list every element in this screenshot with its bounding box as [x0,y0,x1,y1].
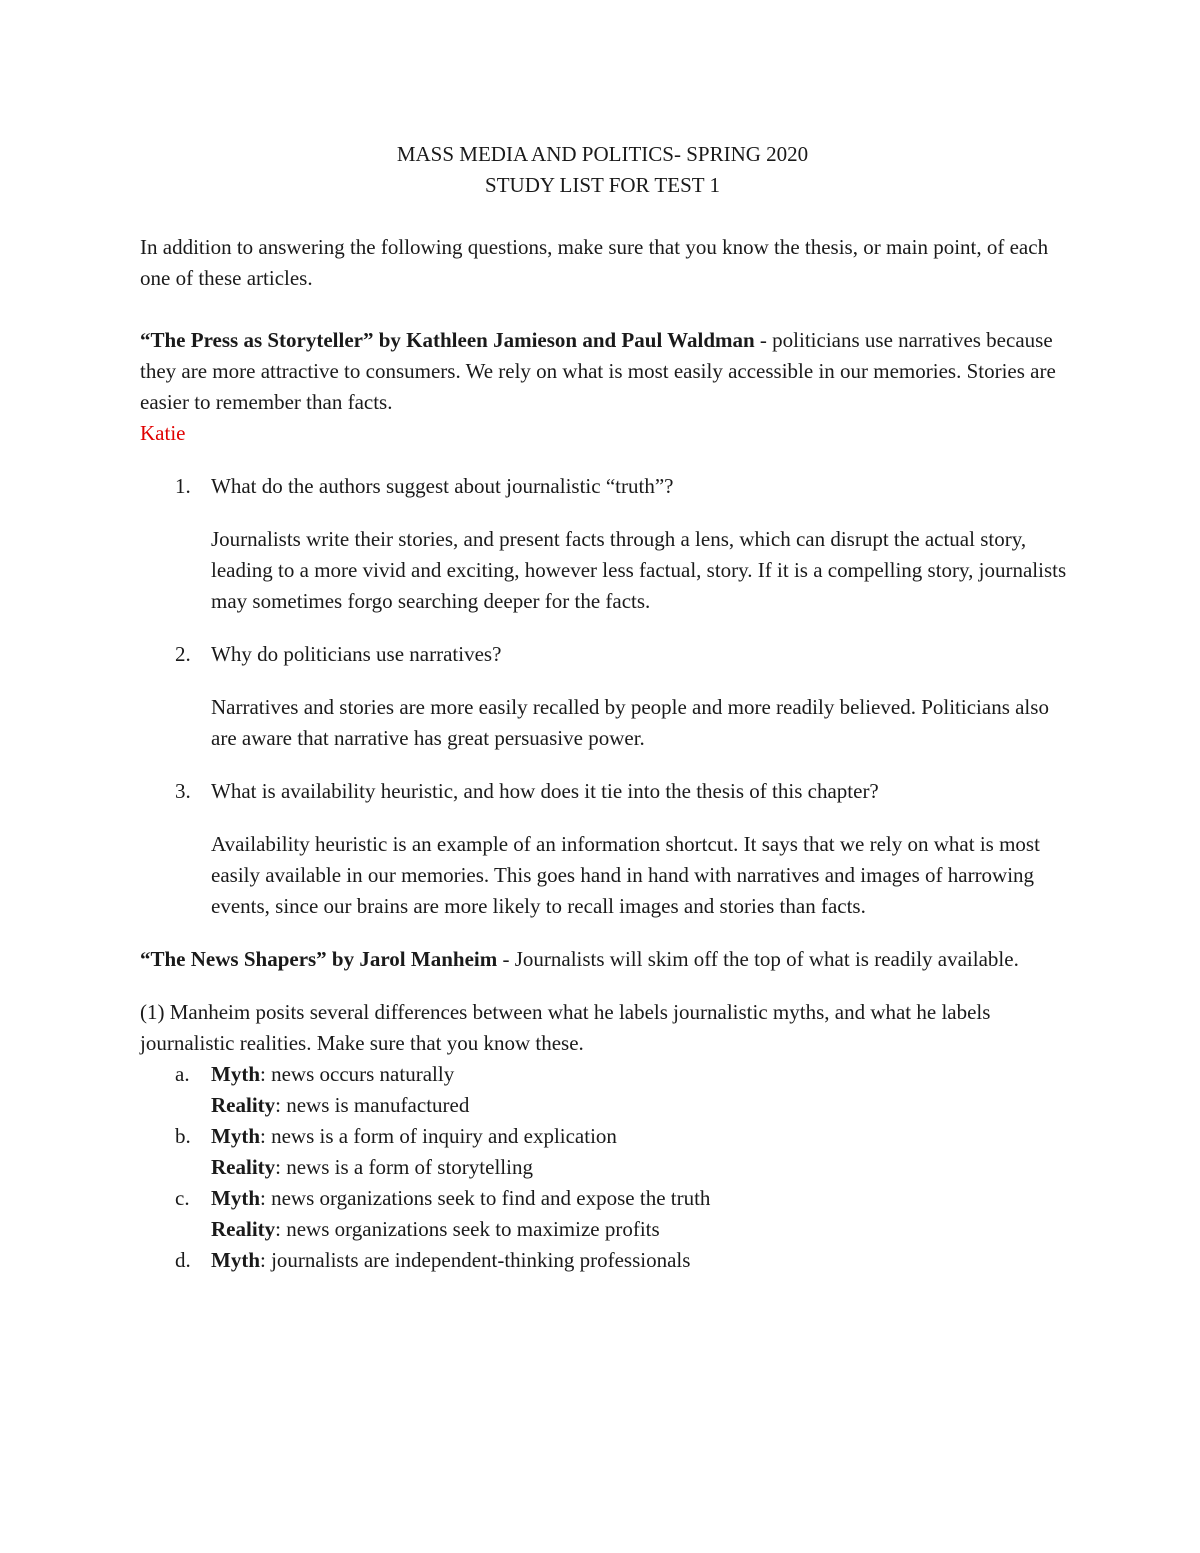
question-number: 2. [175,642,191,666]
reality-label: Reality [211,1093,276,1117]
myth-label: Myth [211,1062,260,1086]
intro-paragraph: In addition to answering the following questions, make sure that you know the thesis, or main point, of each one of these articles. [140,235,1049,290]
myth-label: Myth [211,1248,260,1272]
document-subtitle: STUDY LIST FOR TEST 1 [485,173,720,197]
myth-text: : news organizations seek to find and expose the truth [260,1186,711,1210]
reality-label: Reality [211,1155,276,1179]
reality-line [211,1090,1070,1121]
question-text: What is availability heuristic, and how does it tie into the thesis of this chapter? [211,779,879,803]
question-item [140,471,1070,502]
myth-line [211,1183,1070,1214]
question-number: 1. [175,474,191,498]
answer-text: Journalists write their stories, and present facts through a lens, which can disrupt the actual story, leading to a more vivid and exciting, however less factual, story. If it is a compelling story, journalists may sometimes forgo searching deeper for the facts. [211,527,1067,613]
item-letter: b. [175,1124,191,1148]
question-item [140,639,1070,670]
list-item [140,1121,1070,1183]
reality-label: Reality [211,1217,276,1241]
item-letter: c. [175,1186,190,1210]
myth-label: Myth [211,1186,260,1210]
question-list [140,471,1070,922]
section2-prompt: (1) Manheim posits several differences between what he labels journalistic myths, and what he labels journalistic realities. Make sure that you know these. [140,1000,991,1055]
list-item [140,1059,1070,1121]
myth-line [211,1059,1070,1090]
section1-intro [140,325,1070,418]
section1-summary: - politicians use narratives because they are more attractive to consumers. We rely on what is most easily accessible in our memories. Stories are easier to remember than facts. [140,328,1056,414]
reality-text: : news organizations seek to maximize profits [275,1217,660,1241]
reality-line [211,1214,1070,1245]
myth-line [211,1245,1070,1276]
item-letter: d. [175,1248,191,1272]
reality-line [211,1152,1070,1183]
myth-text: : journalists are independent-thinking professionals [260,1248,691,1272]
section1-name: Katie [140,421,186,445]
answer-text: Availability heuristic is an example of an information shortcut. It says that we rely on what is most easily available in our memories. This goes hand in hand with narratives and images of harrowing events, since our brains are more likely to recall images and stories than facts. [211,832,1040,918]
myth-text: : news occurs naturally [260,1062,455,1086]
section1-heading: “The Press as Storyteller” by Kathleen Jamieson and Paul Waldman [140,328,755,352]
question-item [140,776,1070,807]
list-item [140,1245,1070,1276]
section2-intro [140,944,1070,975]
document-page [140,139,1070,1276]
document-title: MASS MEDIA AND POLITICS- SPRING 2020 [396,142,809,166]
section2-heading: “The News Shapers” by Jarol Manheim [140,947,498,971]
question-number: 3. [175,779,191,803]
question-text: Why do politicians use narratives? [211,642,502,666]
myth-text: : news is a form of inquiry and explication [260,1124,617,1148]
reality-text: : news is manufactured [275,1093,470,1117]
question-text: What do the authors suggest about journalistic “truth”? [211,474,674,498]
item-letter: a. [175,1062,190,1086]
myth-label: Myth [211,1124,260,1148]
section2-summary: - Journalists will skim off the top of what is readily available. [497,947,1019,971]
answer-text: Narratives and stories are more easily recalled by people and more readily believed. Politicians also are aware that narrative has great persuasive power. [211,695,1049,750]
myth-line [211,1121,1070,1152]
document-header [140,139,1065,201]
myth-reality-list [140,1059,1070,1276]
reality-text: : news is a form of storytelling [275,1155,533,1179]
list-item [140,1183,1070,1245]
